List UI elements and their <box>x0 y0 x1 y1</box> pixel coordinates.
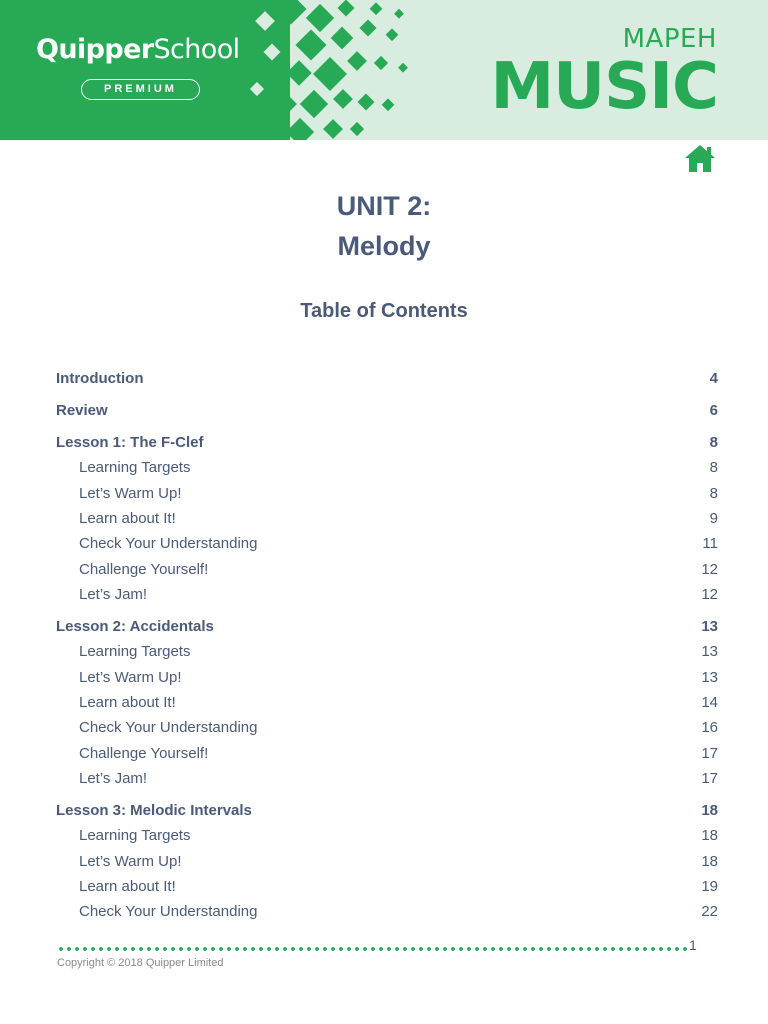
toc-section-page: 8 <box>709 434 718 452</box>
subject-category: MAPEH <box>622 24 717 54</box>
toc-section-title: Lesson 1: The F-Clef <box>56 434 204 452</box>
toc-entry-title: Let’s Jam! <box>79 769 148 787</box>
toc-entry-title: Check Your Understanding <box>79 719 258 737</box>
toc-entry-title: Check Your Understanding <box>79 535 258 553</box>
toc-entry-title: Learning Targets <box>79 827 191 845</box>
toc-entry-page: 14 <box>701 693 718 711</box>
home-icon[interactable] <box>683 142 717 174</box>
toc-entry[interactable] <box>56 531 718 556</box>
toc-entry-title: Let’s Warm Up! <box>79 852 182 870</box>
toc-entry-page: 18 <box>701 827 718 845</box>
toc-entry-title: Learning Targets <box>79 643 191 661</box>
toc-entry[interactable] <box>56 639 718 664</box>
subject-title: MUSIC <box>490 50 718 124</box>
toc-entry-title: Learn about It! <box>79 693 176 711</box>
toc-entry-title: Challenge Yourself! <box>79 744 209 762</box>
toc-section[interactable] <box>56 430 718 455</box>
toc-entry[interactable] <box>56 557 718 582</box>
toc-entry-page: 13 <box>701 668 718 686</box>
toc-entry-title: Let’s Jam! <box>79 585 148 603</box>
toc-entry-page: 13 <box>701 643 718 661</box>
toc-entry-title: Learn about It! <box>79 510 176 528</box>
unit-title <box>0 186 768 266</box>
toc-entry[interactable] <box>56 874 718 899</box>
toc-section[interactable] <box>56 398 718 423</box>
toc-entry-title: Check Your Understanding <box>79 903 258 921</box>
toc-entry[interactable] <box>56 582 718 607</box>
toc-entry-page: 17 <box>701 769 718 787</box>
toc-entry-title: Challenge Yourself! <box>79 560 209 578</box>
toc-entry[interactable] <box>56 849 718 874</box>
brand-logo <box>36 34 240 65</box>
diamond-pattern <box>0 0 440 140</box>
toc-entry-title: Learn about It! <box>79 877 176 895</box>
brand-logo-part1: Quipper <box>36 34 154 65</box>
toc-entry[interactable] <box>56 899 718 924</box>
toc-entry[interactable] <box>56 690 718 715</box>
toc-section-title: Lesson 3: Melodic Intervals <box>56 801 252 819</box>
toc-section[interactable] <box>56 366 718 391</box>
toc-entry-page: 19 <box>701 877 718 895</box>
toc-section-title: Review <box>56 402 108 420</box>
premium-badge: PREMIUM <box>81 79 200 100</box>
page-number: 1 <box>689 937 697 953</box>
toc-entry[interactable] <box>56 766 718 791</box>
toc-entry-page: 12 <box>701 585 718 603</box>
toc-entry[interactable] <box>56 715 718 740</box>
toc-entry[interactable] <box>56 455 718 480</box>
toc-entry-page: 8 <box>709 459 718 477</box>
toc-section-page: 4 <box>709 370 718 387</box>
toc-section-title: Introduction <box>56 370 144 387</box>
toc-entry-title: Let’s Warm Up! <box>79 668 182 686</box>
footer-dotted-line <box>57 946 689 952</box>
header-banner <box>0 0 768 140</box>
toc-entry[interactable] <box>56 823 718 848</box>
toc-entry-page: 9 <box>709 510 718 528</box>
toc-section-page: 18 <box>701 801 718 819</box>
unit-number: UNIT 2: <box>336 191 432 221</box>
toc-section-title: Lesson 2: Accidentals <box>56 618 214 636</box>
unit-name: Melody <box>337 231 431 261</box>
toc-entry[interactable] <box>56 741 718 766</box>
brand-logo-part2: School <box>153 34 240 65</box>
toc-entry-page: 16 <box>701 719 718 737</box>
toc-entry-title: Let’s Warm Up! <box>79 484 182 502</box>
toc-entry-page: 18 <box>701 852 718 870</box>
toc-section[interactable] <box>56 798 718 823</box>
toc-section-page: 13 <box>701 618 718 636</box>
toc-section-page: 6 <box>709 402 718 420</box>
toc-entry-page: 11 <box>702 535 718 553</box>
toc-entry-page: 17 <box>701 744 718 762</box>
copyright-text: Copyright © 2018 Quipper Limited <box>57 957 224 969</box>
toc-entry[interactable] <box>56 481 718 506</box>
toc-entry[interactable] <box>56 506 718 531</box>
toc-heading: Table of Contents <box>300 300 468 322</box>
toc-section[interactable] <box>56 614 718 639</box>
toc-entry-title: Learning Targets <box>79 459 191 477</box>
toc-entry[interactable] <box>56 665 718 690</box>
toc-entry-page: 22 <box>701 903 718 921</box>
toc-entry-page: 8 <box>709 484 718 502</box>
toc-entry-page: 12 <box>701 560 718 578</box>
table-of-contents <box>56 366 718 924</box>
